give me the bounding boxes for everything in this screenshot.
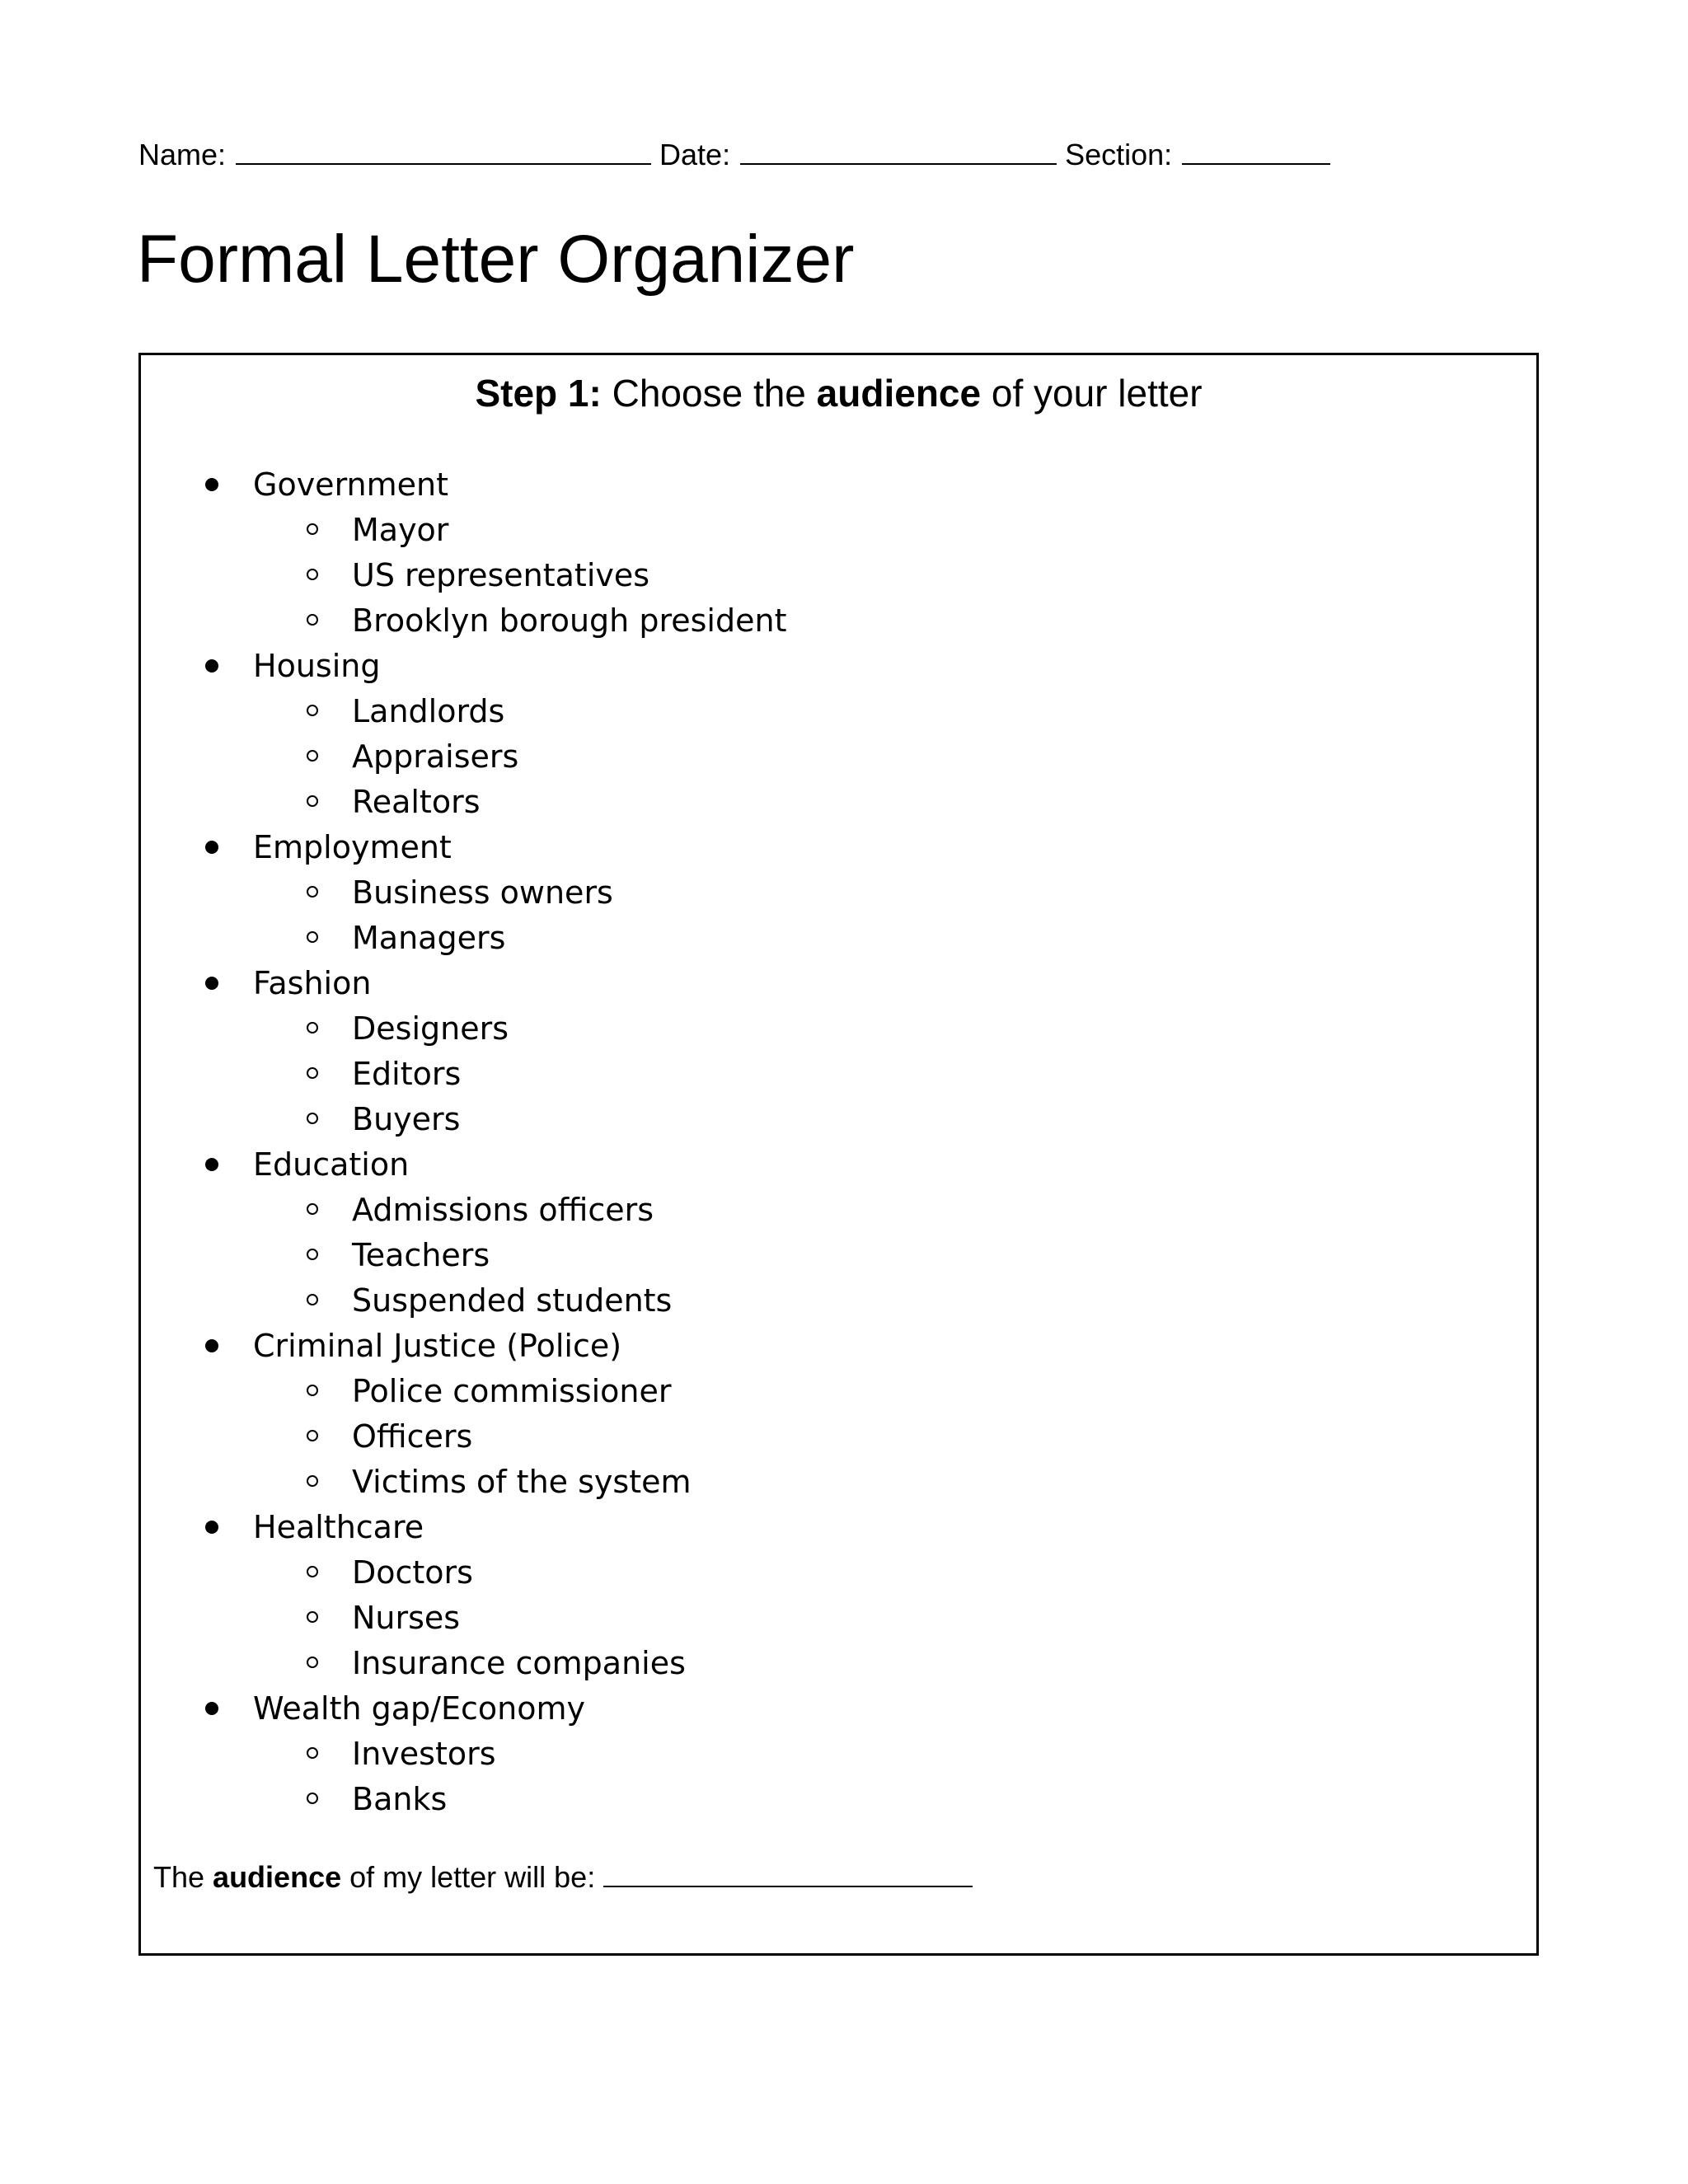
audience-option-label: Landlords — [352, 693, 505, 729]
hollow-bullet-icon — [307, 1113, 318, 1124]
hollow-bullet-icon — [307, 1475, 318, 1487]
audience-option-label: Brooklyn borough president — [352, 602, 787, 639]
audience-answer-blank[interactable] — [603, 1861, 973, 1887]
audience-option-label: Editors — [352, 1056, 462, 1092]
hollow-bullet-icon — [307, 569, 318, 580]
section-label: Section: — [1065, 138, 1173, 171]
audience-option-label: Insurance companies — [352, 1645, 686, 1681]
audience-option-label: Officers — [352, 1418, 473, 1455]
filled-bullet-icon — [205, 1521, 218, 1534]
page-title: Formal Letter Organizer — [137, 222, 855, 297]
step-1-text-after: of your letter — [981, 372, 1203, 415]
category-label: Criminal Justice (Police) — [253, 1328, 622, 1364]
audience-option-label: Managers — [352, 920, 506, 956]
audience-option-label: Nurses — [352, 1600, 461, 1636]
audience-option-label: Victims of the system — [352, 1464, 692, 1500]
category-label: Healthcare — [253, 1509, 424, 1545]
audience-option-label: Teachers — [352, 1237, 490, 1273]
hollow-bullet-icon — [307, 1430, 318, 1441]
hollow-bullet-icon — [307, 1203, 318, 1215]
category-label: Wealth gap/Economy — [253, 1690, 585, 1727]
hollow-bullet-icon — [307, 1793, 318, 1804]
date-label: Date: — [659, 138, 731, 171]
date-blank[interactable] — [740, 138, 1057, 165]
hollow-bullet-icon — [307, 1566, 318, 1577]
hollow-bullet-icon — [307, 1747, 318, 1759]
audience-option-label: Realtors — [352, 784, 481, 820]
hollow-bullet-icon — [307, 795, 318, 807]
hollow-bullet-icon — [307, 1067, 318, 1079]
hollow-bullet-icon — [307, 523, 318, 535]
hollow-bullet-icon — [307, 1657, 318, 1668]
audience-option-label: Appraisers — [352, 738, 519, 775]
hollow-bullet-icon — [307, 1022, 318, 1033]
filled-bullet-icon — [205, 841, 218, 854]
student-info-line — [138, 137, 1330, 173]
hollow-bullet-icon — [307, 1249, 318, 1260]
step-1-text-before: Choose the — [601, 372, 817, 415]
audience-option-label: Admissions officers — [352, 1192, 654, 1228]
section-blank[interactable] — [1182, 138, 1330, 165]
hollow-bullet-icon — [307, 1385, 318, 1396]
category-label: Education — [253, 1146, 410, 1183]
category-label: Employment — [253, 829, 452, 865]
filled-bullet-icon — [205, 659, 218, 673]
audience-line-emphasis: audience — [213, 1860, 342, 1894]
hollow-bullet-icon — [307, 886, 318, 898]
audience-option-label: Business owners — [352, 874, 613, 911]
step-1-emphasis: audience — [816, 372, 982, 415]
hollow-bullet-icon — [307, 931, 318, 943]
hollow-bullet-icon — [307, 614, 318, 626]
hollow-bullet-icon — [307, 1294, 318, 1305]
step-1-box — [138, 353, 1539, 1956]
name-label: Name: — [138, 138, 227, 171]
audience-option-label: Investors — [352, 1736, 496, 1772]
hollow-bullet-icon — [307, 750, 318, 762]
audience-option-label: Suspended students — [352, 1282, 673, 1319]
audience-option-label: Mayor — [352, 512, 449, 548]
audience-line-text-before: The — [153, 1860, 213, 1894]
name-blank[interactable] — [236, 138, 651, 165]
filled-bullet-icon — [205, 1339, 218, 1352]
category-label: Government — [253, 466, 448, 503]
filled-bullet-icon — [205, 977, 218, 990]
audience-option-label: Designers — [352, 1010, 509, 1047]
step-1-heading — [141, 368, 1536, 418]
audience-option-label: Police commissioner — [352, 1373, 672, 1409]
hollow-bullet-icon — [307, 1611, 318, 1623]
hollow-bullet-icon — [307, 705, 318, 716]
audience-option-label: US representatives — [352, 557, 650, 593]
audience-option-label: Banks — [352, 1781, 448, 1817]
filled-bullet-icon — [205, 478, 218, 491]
audience-option-label: Buyers — [352, 1101, 461, 1137]
audience-line-text-after: of my letter will be: — [341, 1860, 596, 1894]
filled-bullet-icon — [205, 1158, 218, 1171]
audience-answer-line — [153, 1859, 973, 1896]
step-1-prefix: Step 1: — [475, 372, 602, 415]
category-label: Fashion — [253, 965, 372, 1001]
category-label: Housing — [253, 648, 381, 684]
filled-bullet-icon — [205, 1702, 218, 1715]
audience-option-label: Doctors — [352, 1554, 473, 1591]
